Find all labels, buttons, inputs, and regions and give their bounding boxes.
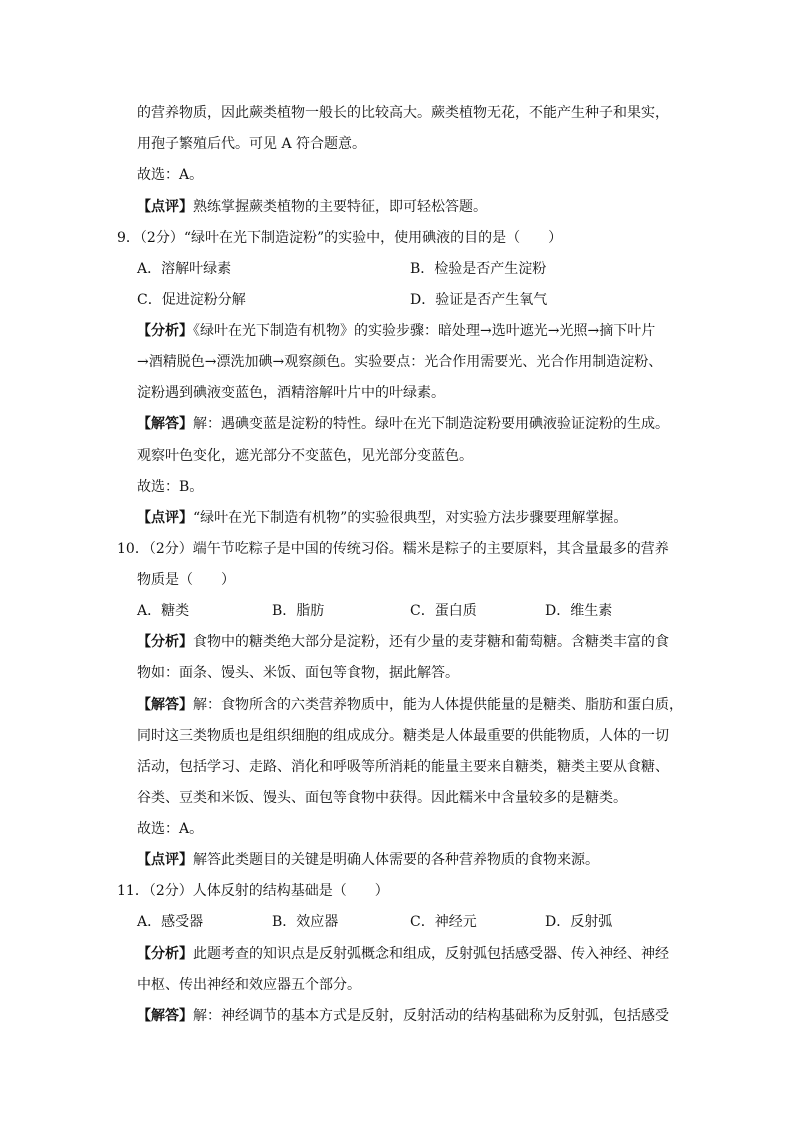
q9-analysis-line: →酒精脱色→漂洗加碘→观察颜色。实验要点：光合作用需要光、光合作用制造淀粉、: [137, 354, 663, 370]
answer-tag: 【解答】: [137, 1008, 193, 1024]
q10-answer-line: 谷类、豆类和米饭、馒头、面包等食物中获得。因此糯米中含量较多的是糖类。: [137, 790, 627, 806]
answer-text: 解：遇碘变蓝是淀粉的特性。绿叶在光下制造淀粉要用碘液验证淀粉的生成。: [193, 416, 669, 432]
q10-option-d: D．维生素: [545, 603, 613, 619]
q11-answer-line: [137, 1006, 669, 1026]
analysis-tag: 【分析】: [137, 946, 193, 962]
analysis-tag: 【分析】: [137, 323, 193, 339]
q9-choice: 故选：B。: [137, 479, 204, 495]
q10-answer-line: 同时这三类物质也是组织细胞的组成成分。糖类是人体最重要的供能物质，人体的一切: [137, 728, 669, 744]
comment-text: 解答此类题目的关键是明确人体需要的各种营养物质的食物来源。: [193, 852, 599, 868]
comment-line: [137, 197, 487, 217]
q9-option-d: D．验证是否产生氧气: [410, 292, 548, 308]
q10-answer-line: 活动，包括学习、走路、消化和呼吸等所消耗的能量主要来自糖类，糖类主要从食糖、: [137, 759, 669, 775]
q11-analysis-line: [137, 944, 669, 964]
text-line: 故选：A。: [137, 167, 204, 183]
question-11-stem: 11．（2分）人体反射的结构基础是（ ）: [117, 883, 389, 899]
q9-option-a: A．溶解叶绿素: [137, 261, 232, 277]
q10-analysis-line: 物如：面条、馒头、米饭、面包等食物，据此解答。: [137, 665, 459, 681]
q9-answer-line: 观察叶色变化，遮光部分不变蓝色，见光部分变蓝色。: [137, 448, 473, 464]
question-10-stem: 10．（2分）端午节吃粽子是中国的传统习俗。糯米是粽子的主要原料，其含量最多的营养: [117, 541, 669, 557]
question-9-stem: 9．（2分）“绿叶在光下制造淀粉”的实验中，使用碘液的目的是（ ）: [117, 230, 563, 246]
comment-tag: 【点评】: [137, 852, 193, 868]
comment-text: “绿叶在光下制造有机物”的实验很典型，对实验方法步骤要理解掌握。: [193, 510, 628, 526]
analysis-text: 食物中的糖类绝大部分是淀粉，还有少量的麦芽糖和葡萄糖。含糖类丰富的食: [193, 634, 669, 650]
q9-analysis-line: [137, 321, 655, 341]
question-10-stem: 物质是（ ）: [137, 572, 235, 588]
q10-comment-line: [137, 850, 599, 870]
q9-comment-line: [137, 508, 627, 528]
answer-tag: 【解答】: [137, 416, 193, 432]
analysis-text: 《绿叶在光下制造有机物》的实验步骤：暗处理→选叶遮光→光照→摘下叶片: [193, 323, 656, 339]
text-line: 用孢子繁殖后代。可见 A 符合题意。: [137, 136, 367, 152]
q9-option-c: C．促进淀粉分解: [137, 292, 246, 308]
q10-analysis-line: [137, 632, 669, 652]
comment-text: 熟练掌握蕨类植物的主要特征，即可轻松答题。: [193, 199, 487, 215]
q9-option-b: B．检验是否产生淀粉: [410, 261, 547, 277]
answer-text: 解：食物所含的六类营养物质中，能为人体提供能量的是糖类、脂肪和蛋白质，: [193, 697, 683, 713]
q10-answer-line: [137, 695, 683, 715]
answer-tag: 【解答】: [137, 697, 193, 713]
analysis-text: 此题考查的知识点是反射弧概念和组成，反射弧包括感受器、传入神经、神经: [193, 946, 669, 962]
comment-tag: 【点评】: [137, 199, 193, 215]
q11-option-d: D．反射弧: [545, 914, 613, 930]
q10-option-c: C．蛋白质: [410, 603, 477, 619]
q10-option-b: B．脂肪: [272, 603, 325, 619]
text-line: 的营养物质，因此蕨类植物一般长的比较高大。蕨类植物无花，不能产生种子和果实，: [137, 105, 669, 121]
q10-option-a: A．糖类: [137, 603, 190, 619]
q11-option-a: A．感受器: [137, 914, 204, 930]
q9-analysis-line: 淀粉遇到碘液变蓝色，酒精溶解叶片中的叶绿素。: [137, 385, 445, 401]
q11-option-c: C．神经元: [410, 914, 477, 930]
comment-tag: 【点评】: [137, 510, 193, 526]
q9-answer-line: [137, 414, 669, 434]
analysis-tag: 【分析】: [137, 634, 193, 650]
answer-text: 解：神经调节的基本方式是反射，反射活动的结构基础称为反射弧，包括感受: [193, 1008, 669, 1024]
q11-option-b: B．效应器: [272, 914, 339, 930]
q11-analysis-line: 中枢、传出神经和效应器五个部分。: [137, 977, 361, 993]
q10-choice: 故选：A。: [137, 821, 204, 837]
